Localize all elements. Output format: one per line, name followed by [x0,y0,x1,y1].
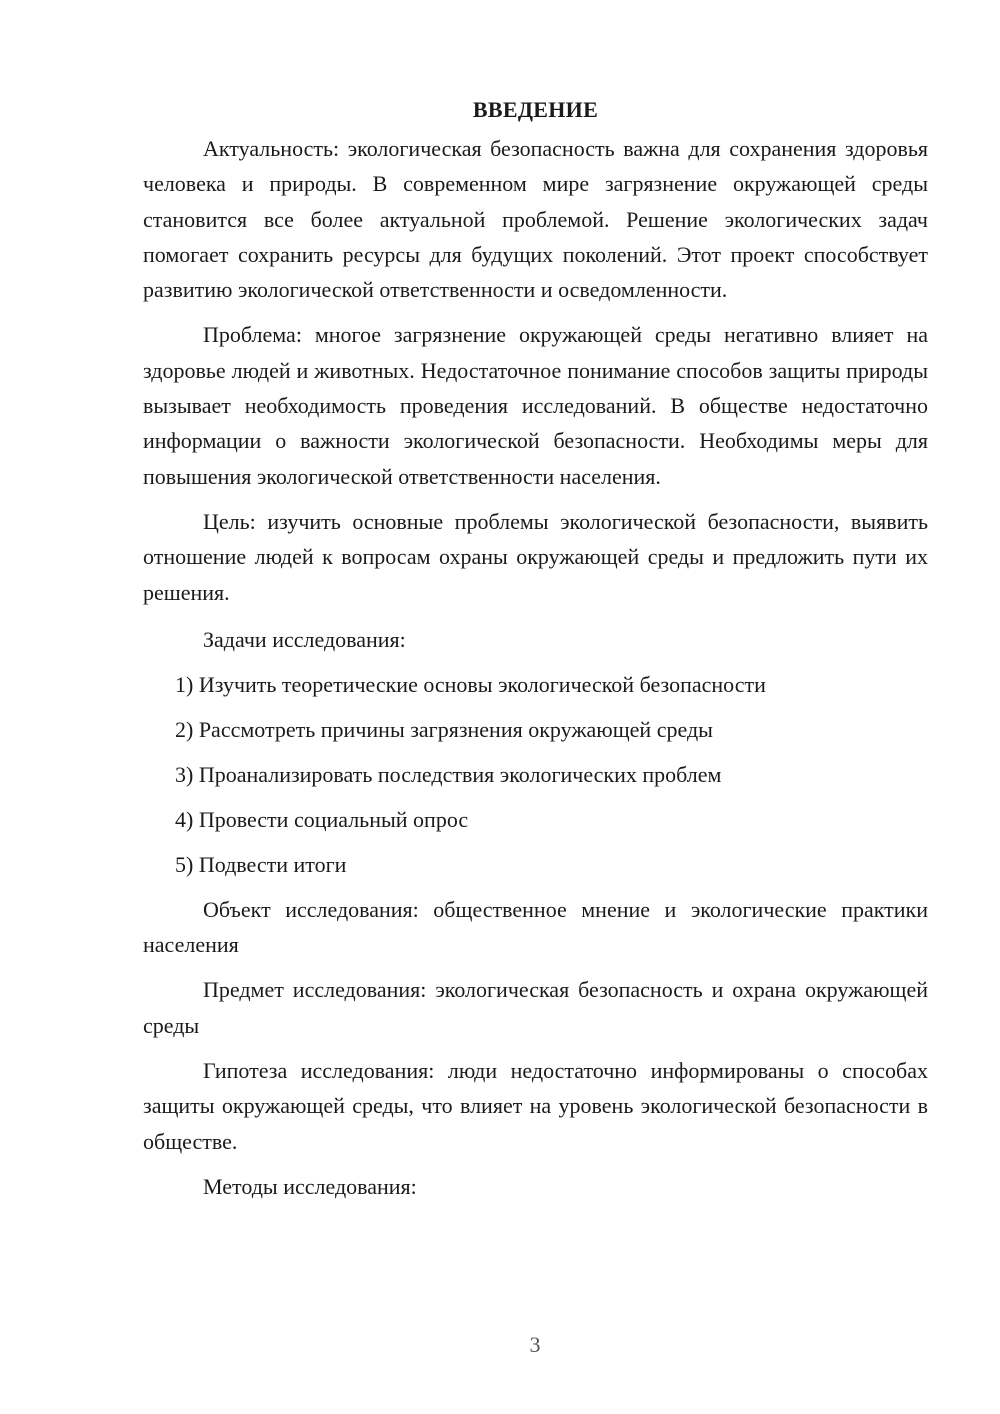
document-page [143,95,928,1204]
subject-paragraph: Предмет исследования: экологическая безопасность и охрана окружающей среды [143,977,928,1038]
goal-paragraph: Цель: изучить основные проблемы экологической безопасности, выявить отношение людей к вопросам охраны окружающей среды и предложить пути их решения. [143,508,928,605]
page-number: 3 [529,1332,541,1357]
tasks-list [143,667,928,882]
task-item: 4) Провести социальный опрос [175,806,469,832]
relevance-paragraph: Актуальность: экологическая безопасность важна для сохранения здоровья человека и природы. В современном мире загрязнение окружающей среды становится все более актуальной проблемой. Решение экологических задач помогает сохранить ресурсы для будущих поколений. Этот проект способствует развитию экологической ответственности и осведомленности. [143,136,928,303]
object-paragraph: Объект исследования: общественное мнение и экологические практики населения [143,896,928,958]
task-item: 3) Проанализировать последствия экологических проблем [175,761,722,787]
task-item: 2) Рассмотреть причины загрязнения окружающей среды [175,716,713,742]
hypothesis-paragraph: Гипотеза исследования: люди недостаточно информированы о способах защиты окружающей среды, что влияет на уровень экологической безопасности в обществе. [143,1058,928,1154]
problem-paragraph: Проблема: многое загрязнение окружающей среды негативно влияет на здоровье людей и животных. Недостаточное понимание способов защиты природы вызывает необходимость проведения исследований. В обществе недостаточно информации о важности экологической безопасности. Необходимы меры для повышения экологической ответственности населения. [143,322,928,489]
task-item: 1) Изучить теоретические основы экологической безопасности [175,671,766,697]
page-title: ВВЕДЕНИЕ [472,97,599,122]
methods-heading: Методы исследования: [203,1173,417,1199]
tasks-heading: Задачи исследования: [203,626,406,652]
task-item: 5) Подвести итоги [175,851,347,877]
